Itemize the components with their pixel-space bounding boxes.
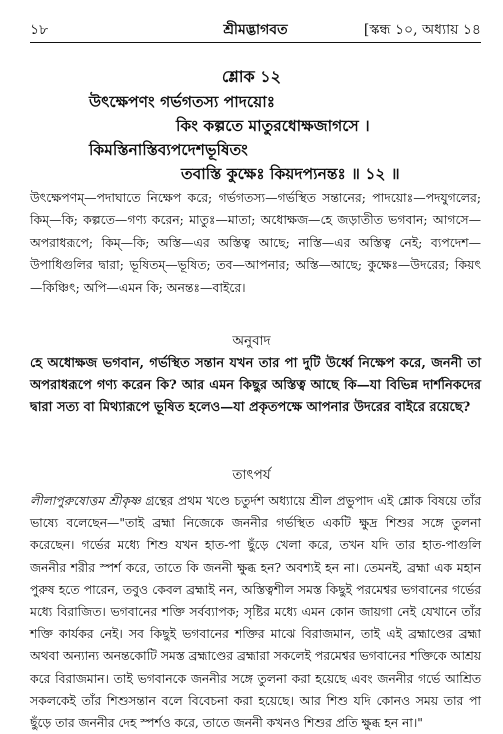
purport-book-title: লীলাপুরুষোত্তম শ্রীকৃষ্ণ [30, 494, 141, 508]
verse-number: শ্লোক ১২ [221, 67, 282, 86]
page-header [30, 18, 481, 40]
purport-text [30, 490, 481, 734]
verse-line-4: তবাস্তি কুক্ষেঃ কিয়দপ্যনন্তঃ ॥ ১২ ॥ [181, 164, 400, 183]
page-number: ১৮ [30, 22, 49, 38]
purport-heading: তাৎপর্য [232, 467, 271, 483]
purport-body: গ্রন্থের প্রথম খণ্ডে চতুর্দশ অধ্যায়ে শ্রীল প্রভুপাদ এই শ্লোক বিষয়ে তাঁর ভাষ্যে বলেছেন—"তাই ব্রহ্মা নিজেকে জননীর গর্ভস্থিত একটি ক্ষুদ্র শিশুর সঙ্গে তুলনা করেছেন। গর্ভের মধ্যে শিশু যখন হাত-পা ছুঁড়ে খেলা করে, তখন যদি তার হাত-পাগুলি জননীর শরীর স্পর্শ করে, তাতে কি জননী ক্ষুব্ধ হন? অবশ্যই হন না। তেমনই, ব্রহ্মা এক মহান পুরুষ হতে পারেন, তবুও কেবল ব্রহ্মাই নন, অস্তিত্বশীল সমস্ত কিছুই পরমেশ্বর ভগবানের গর্ভের মধ্যে বিরাজিত। ভগবানের শক্তি সর্বব্যাপক; সৃষ্টির মধ্যে এমন কোন জায়গা নেই যেখানে তাঁর শক্তি কার্যকর নেই। সব কিছুই ভগবানের শক্তির মাঝে বিরাজমান, তাই এই ব্রহ্মাণ্ডের ব্রহ্মা অথবা অন্যান্য অনন্তকোটি সমস্ত ব্রহ্মাণ্ডের ব্রহ্মারা সকলেই পরমেশ্বর ভগবানের শক্তিকে আশ্রয় করে বিরাজমান। তাই ভগবানকে জননীর সঙ্গে তুলনা করা হয়েছে এবং জননীর গর্ভে আশ্রিত সকলকেই তাঁর শিশুসন্তান বলে বিবেচনা করা হয়েছে। আর শিশু যদি কোনও সময় তার পা ছুঁড়ে তার জননীর দেহ স্পর্শও করে, তাতে জননী কখনও শিশুর প্রতি ক্ষুব্ধ হন না।" [30, 494, 481, 731]
book-title: শ্রীমদ্ভাগবত [223, 22, 288, 38]
word-for-word-synonyms: উৎক্ষেপণম্—পদাঘাতে নিক্ষেপ করে; গর্ভগতস্য—গর্ভস্থিত সন্তানের; পাদয়োঃ—পদযুগলের; কিম্—কি; কল্পতে—গণ্য করেন; মাতুঃ—মাতা; অধোক্ষজ—হে জড়াতীত ভগবান; আগসে—অপরাধরূপে; কিম্—কি; অস্তি—এর অস্তিত্ব আছে; নাস্তি—এর অস্তিত্ব নেই; ব্যপদেশ—উপাধিগুলির দ্বারা; ভূষিতম্—ভূষিত; তব—আপনার; অস্তি—আছে; কুক্ষেঃ—উদরের; কিয়ৎ—কিঞ্চিৎ; অপি—এমন কি; অনন্তঃ—বাইরে। [30, 190, 481, 295]
translation-text: হে অধোক্ষজ ভগবান, গর্ভস্থিত সন্তান যখন তার পা দুটি উর্ধ্বে নিক্ষেপ করে, জননী তা অপরাধরূপে গণ্য করেন কি? আর এমন কিছুর অস্তিত্ব আছে কি—যা বিভিন্ন দার্শনিকদের দ্বারা সত্য বা মিথ্যারূপে ভূষিত হলেও—যা প্রকৃতপক্ষে আপনার উদরের বাইরে রয়েছে? [30, 356, 481, 415]
verse-line-2: কিং কল্পতে মাতুরধোক্ষজাগসে । [176, 116, 370, 135]
verse-line-1: উৎক্ষেপণং গর্ভগতস্য পাদয়োঃ [89, 92, 276, 111]
translation-heading: অনুবাদ [232, 333, 271, 349]
chapter-reference: [স্কন্ধ ১০, অধ্যায় ১৪ [363, 22, 481, 38]
header-divider [30, 42, 481, 43]
verse-line-3: কিমস্তিনাস্তিব্যপদেশভূষিতং [89, 140, 248, 159]
